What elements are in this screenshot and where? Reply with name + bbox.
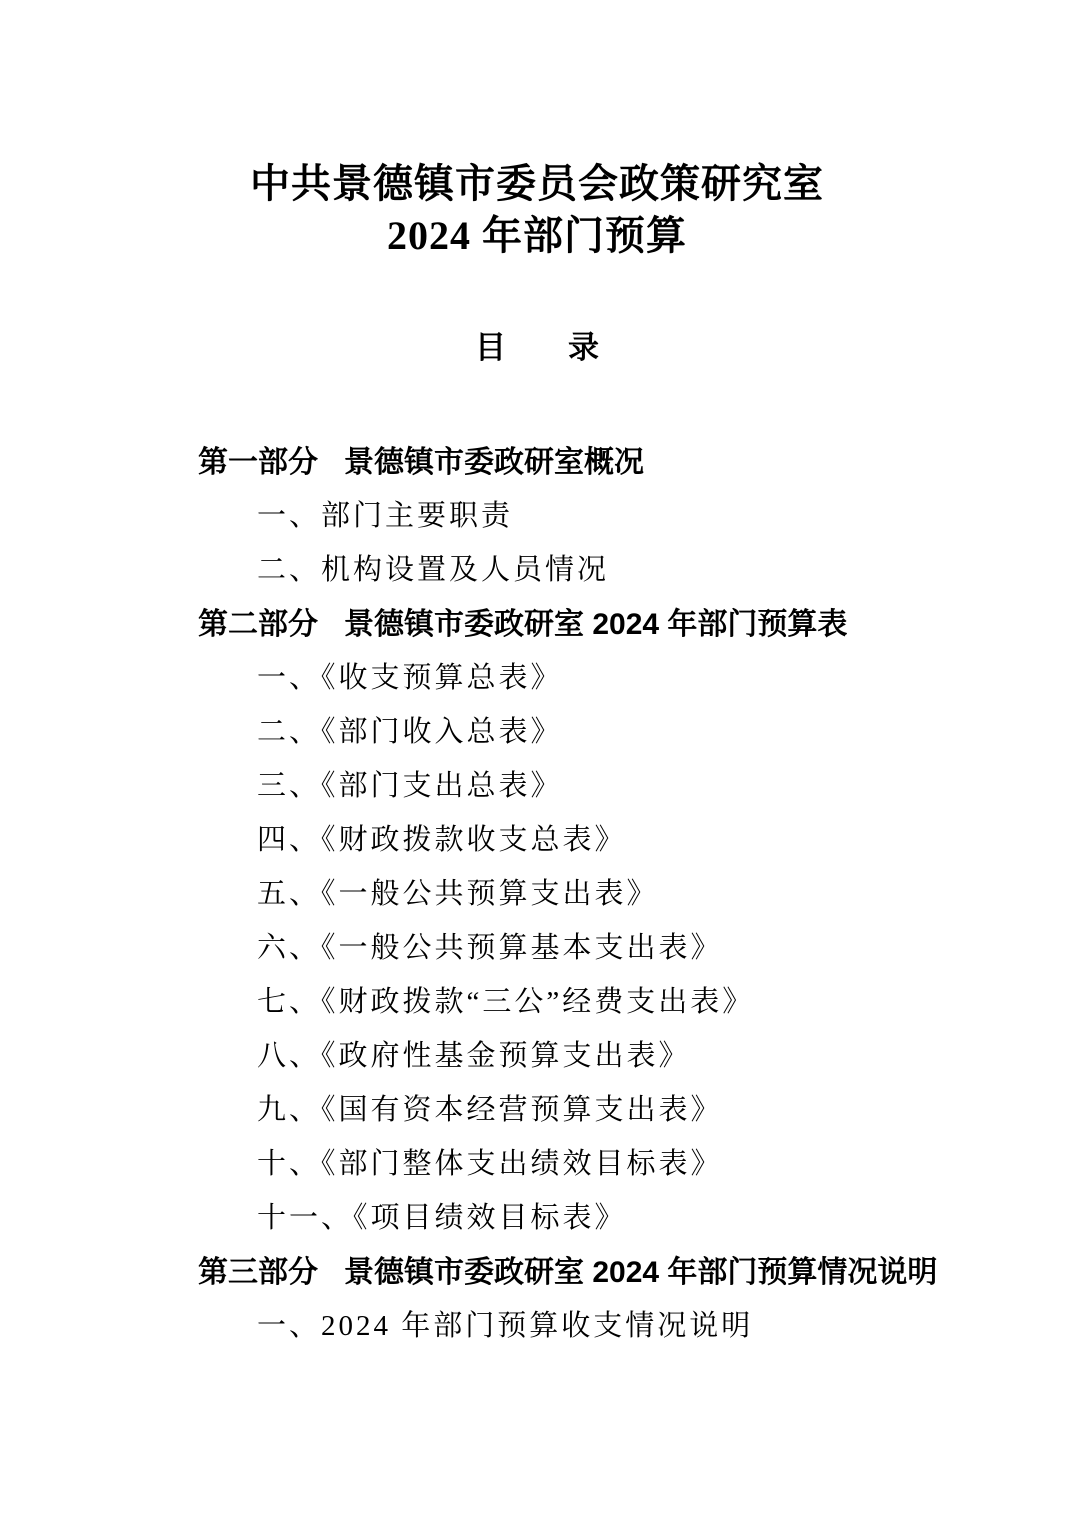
toc-item <box>0 972 1074 1026</box>
toc-item-text: 二、机构设置及人员情况 <box>257 553 610 586</box>
toc-item <box>0 1188 1074 1242</box>
toc-item <box>0 918 1074 972</box>
toc-item-text: 五、《一般公共预算支出表》 <box>257 877 659 910</box>
section-label: 第三部分 <box>198 1256 318 1289</box>
toc-item <box>0 486 1074 540</box>
toc-item <box>0 1026 1074 1080</box>
section-title: 景德镇市委政研室概况 <box>344 446 644 479</box>
toc-heading-char-right: 录 <box>568 330 599 365</box>
toc-item-text: 一、部门主要职责 <box>257 499 514 532</box>
document-title-line2: 2024 年部门预算 <box>387 213 687 258</box>
toc-item-text: 一、《收支预算总表》 <box>257 661 563 694</box>
toc-item-text: 十一、《项目绩效目标表》 <box>257 1201 627 1234</box>
toc-item <box>0 1134 1074 1188</box>
toc-item-text: 一、2024 年部门预算收支情况说明 <box>257 1309 754 1342</box>
toc-item <box>0 756 1074 810</box>
toc-item-text: 六、《一般公共预算基本支出表》 <box>257 931 723 964</box>
toc-item <box>0 1080 1074 1134</box>
toc-item <box>0 810 1074 864</box>
section-title: 景德镇市委政研室 2024 年部门预算情况说明 <box>344 1256 938 1289</box>
toc-heading-char-left: 目 <box>475 330 506 365</box>
toc-item-text: 十、《部门整体支出绩效目标表》 <box>257 1147 723 1180</box>
toc-heading <box>0 331 1074 365</box>
toc-item-text: 七、《财政拨款“三公”经费支出表》 <box>257 985 755 1018</box>
section-label: 第一部分 <box>198 446 318 479</box>
section-label: 第二部分 <box>198 608 318 641</box>
toc-section-heading <box>0 432 1074 486</box>
toc-item-text: 九、《国有资本经营预算支出表》 <box>257 1093 723 1126</box>
section-title: 景德镇市委政研室 2024 年部门预算表 <box>344 608 848 641</box>
toc-list <box>0 432 1074 1350</box>
toc-section-heading <box>0 594 1074 648</box>
toc-item-text: 四、《财政拨款收支总表》 <box>257 823 627 856</box>
toc-item <box>0 702 1074 756</box>
toc-item <box>0 864 1074 918</box>
toc-item <box>0 540 1074 594</box>
toc-section-heading <box>0 1242 1074 1296</box>
document-title-line1: 中共景德镇市委员会政策研究室 <box>250 161 824 206</box>
toc-item-text: 二、《部门收入总表》 <box>257 715 563 748</box>
toc-item <box>0 648 1074 702</box>
toc-item-text: 八、《政府性基金预算支出表》 <box>257 1039 691 1072</box>
document-title <box>0 158 1074 262</box>
toc-item-text: 三、《部门支出总表》 <box>257 769 563 802</box>
toc-item <box>0 1296 1074 1350</box>
